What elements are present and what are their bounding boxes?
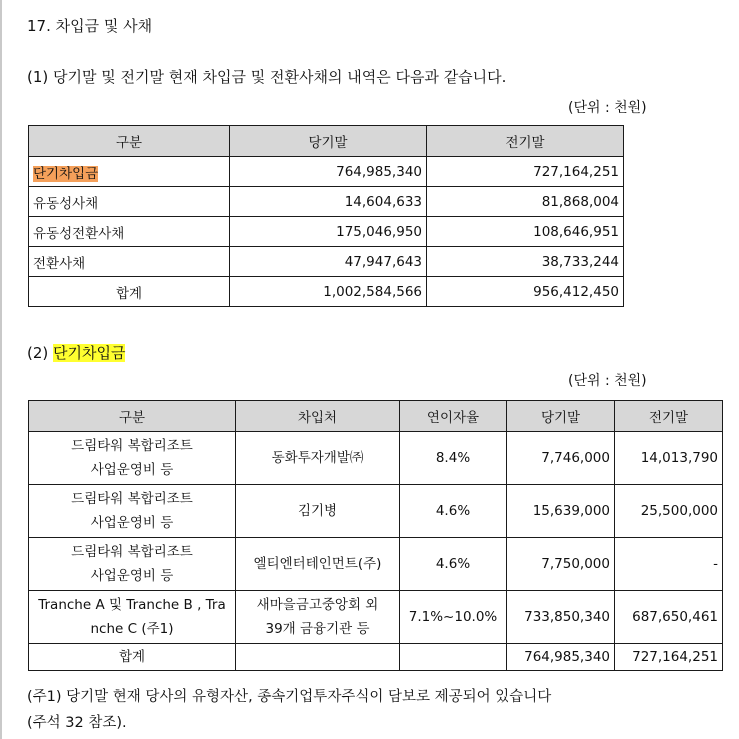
table-header-row (29, 401, 723, 432)
col-header-current: 당기말 (507, 401, 615, 432)
lender-line-1: 김기병 (297, 503, 338, 519)
prior-value: 81,868,004 (427, 187, 624, 217)
current-value: 15,639,000 (507, 485, 615, 538)
prior-value: 687,650,461 (615, 591, 723, 644)
prior-value: 14,013,790 (615, 432, 723, 485)
category-line-2: 사업운영비 등 (90, 515, 174, 531)
rate-cell: 7.1%~10.0% (400, 591, 507, 644)
category-cell (29, 485, 236, 538)
category-line-1: 드림타워 복합리조트 (71, 491, 193, 507)
prior-value: 25,500,000 (615, 485, 723, 538)
subsection-2-prefix: (2) (27, 344, 54, 362)
category-line-1: 드림타워 복합리조트 (71, 438, 193, 454)
lender-cell (236, 591, 400, 644)
current-value: 7,750,000 (507, 538, 615, 591)
col-header-prior: 전기말 (427, 126, 624, 157)
lender-cell (236, 432, 400, 485)
category-line-2: 사업운영비 등 (90, 568, 174, 584)
category-line-2: 사업운영비 등 (90, 462, 174, 478)
row-label: 유동성사채 (29, 187, 230, 217)
rate-cell: 8.4% (400, 432, 507, 485)
total-prior: 727,164,251 (615, 644, 723, 671)
total-current: 1,002,584,566 (230, 277, 427, 307)
category-cell (29, 432, 236, 485)
prior-value: 38,733,244 (427, 247, 624, 277)
current-value: 733,850,340 (507, 591, 615, 644)
col-header-category: 구분 (29, 401, 236, 432)
current-value: 47,947,643 (230, 247, 427, 277)
lender-cell (236, 485, 400, 538)
table-row (29, 217, 624, 247)
table-row (29, 538, 723, 591)
lender-line-1: 엘티엔터테인먼트(주) (253, 556, 382, 572)
category-line-2: nche C (주1) (90, 621, 174, 637)
prior-value: - (615, 538, 723, 591)
rate-cell: 4.6% (400, 485, 507, 538)
category-line-1: Tranche A 및 Tranche B , Tra (38, 597, 226, 613)
rate-cell: 4.6% (400, 538, 507, 591)
col-header-current: 당기말 (230, 126, 427, 157)
current-value: 14,604,633 (230, 187, 427, 217)
col-header-category: 구분 (29, 126, 230, 157)
total-current: 764,985,340 (507, 644, 615, 671)
row-label: 유동성전환사채 (29, 217, 230, 247)
col-header-lender: 차입처 (236, 401, 400, 432)
lender-line-1: 새마을금고중앙회 외 (256, 597, 379, 613)
current-value: 175,046,950 (230, 217, 427, 247)
unit-label-2: (단위 : 천원) (568, 373, 647, 389)
unit-label-1: (단위 : 천원) (568, 100, 647, 116)
table-row (29, 591, 723, 644)
total-row (29, 644, 723, 671)
lender-cell (236, 538, 400, 591)
subsection-2-title (27, 342, 125, 363)
empty-cell (400, 644, 507, 671)
subsection-1-title: (1) 당기말 및 전기말 현재 차입금 및 전환사채의 내역은 다음과 같습니다. (27, 68, 507, 86)
footnote-line-2: (주석 32 참조). (27, 715, 127, 731)
row-label (29, 157, 230, 187)
prior-value: 727,164,251 (427, 157, 624, 187)
category-cell (29, 538, 236, 591)
category-line-1: 드림타워 복합리조트 (71, 544, 193, 560)
section-heading: 17. 차입금 및 사채 (27, 17, 153, 35)
highlighted-term: 단기차입금 (53, 344, 126, 362)
current-value: 7,746,000 (507, 432, 615, 485)
col-header-rate: 연이자율 (400, 401, 507, 432)
total-prior: 956,412,450 (427, 277, 624, 307)
total-row (29, 277, 624, 307)
row-label: 전환사채 (29, 247, 230, 277)
table-header-row (29, 126, 624, 157)
table-row (29, 187, 624, 217)
highlighted-term: 단기차입금 (33, 165, 99, 182)
total-label: 합계 (29, 644, 236, 671)
borrowings-summary-table (28, 125, 624, 307)
document-left-border (0, 0, 2, 739)
prior-value: 108,646,951 (427, 217, 624, 247)
empty-cell (236, 644, 400, 671)
table-row (29, 247, 624, 277)
category-cell (29, 591, 236, 644)
footnote-line-1: (주1) 당기말 현재 당사의 유형자산, 종속기업투자주식이 담보로 제공되어 있습니다 (27, 689, 552, 705)
lender-line-2: 39개 금융기관 등 (265, 621, 370, 637)
table-row (29, 157, 624, 187)
lender-line-1: 동화투자개발㈜ (271, 450, 364, 466)
table-row (29, 432, 723, 485)
table-row (29, 485, 723, 538)
short-term-borrowings-table (28, 400, 723, 671)
total-label: 합계 (29, 277, 230, 307)
current-value: 764,985,340 (230, 157, 427, 187)
col-header-prior: 전기말 (615, 401, 723, 432)
